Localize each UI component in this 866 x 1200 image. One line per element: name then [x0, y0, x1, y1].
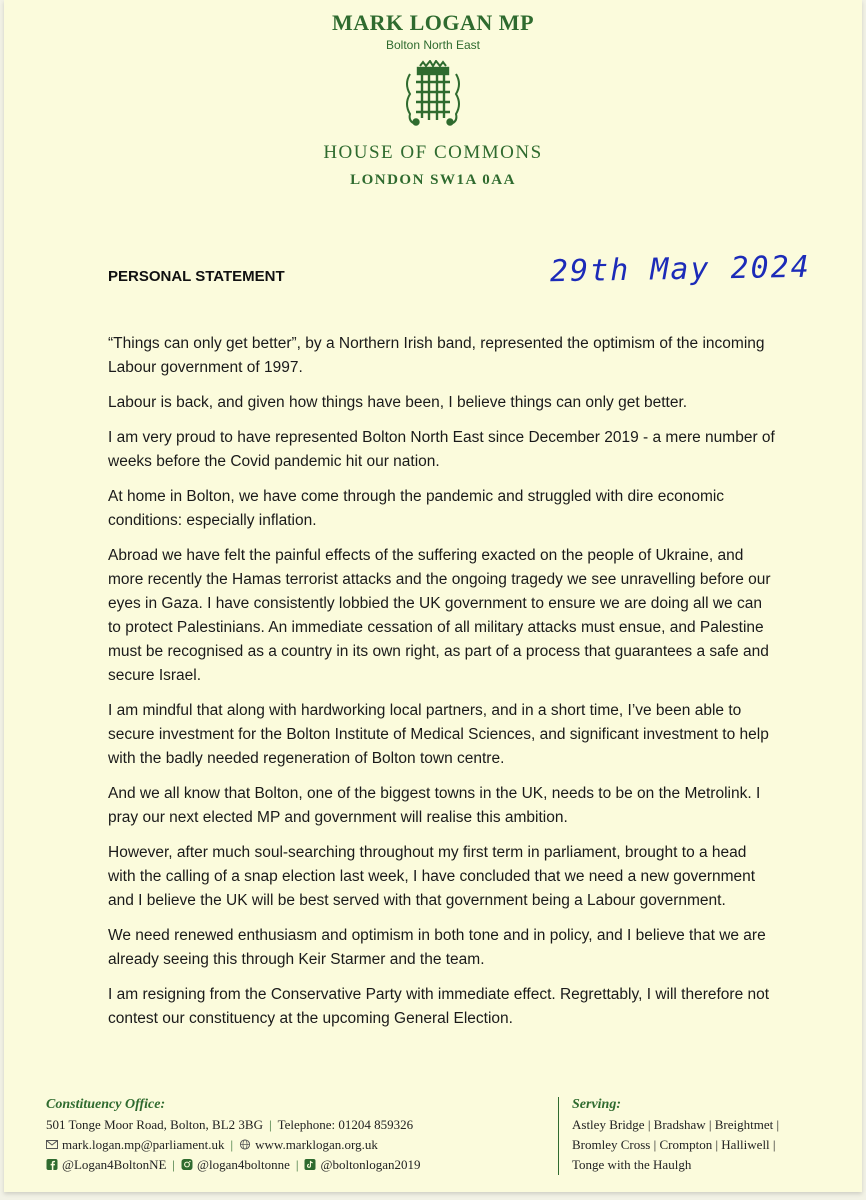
facebook-handle[interactable]: @Logan4BoltonNE: [62, 1157, 167, 1172]
constituency-name: Bolton North East: [385, 38, 481, 52]
paragraph: Labour is back, and given how things have been, I believe things can only get better.: [108, 394, 688, 411]
globe-icon: [239, 1139, 251, 1150]
paragraph: I am mindful that along with hardworking local partners, and in a short time, I’ve been able to secure investment for the Bolton Institute of Medical Sciences, and significant investment to help with the badly needed regeneration of Bolton town centre.: [108, 702, 769, 767]
instagram-handle[interactable]: @logan4boltonne: [197, 1157, 290, 1172]
separator: |: [268, 1117, 272, 1132]
serving-areas: [572, 1095, 779, 1175]
paragraph: We need renewed enthusiasm and optimism in both tone and in policy, and I believe that we are already seeing this through Keir Starmer and the team.: [108, 927, 766, 968]
website-link[interactable]: www.marklogan.org.uk: [255, 1137, 378, 1152]
serving-line: Astley Bridge | Bradshaw | Breightmet |: [572, 1117, 780, 1132]
office-address: 501 Tonge Moor Road, Bolton, BL2 3BG: [46, 1117, 263, 1132]
facebook-icon: [46, 1159, 58, 1170]
telephone: Telephone: 01204 859326: [277, 1117, 414, 1132]
separator: |: [172, 1157, 176, 1172]
separator: |: [295, 1157, 299, 1172]
portcullis-icon: [404, 60, 462, 128]
paragraph: I am resigning from the Conservative Party with immediate effect. Regrettably, I will therefore not contest our constituency at the upcoming General Election.: [108, 986, 770, 1027]
separator: |: [230, 1137, 234, 1152]
serving-line: Tonge with the Haulgh: [572, 1157, 692, 1172]
statement-body: [108, 332, 778, 1042]
serving-line: Bromley Cross | Crompton | Halliwell |: [572, 1137, 776, 1152]
paragraph: Abroad we have felt the painful effects of the suffering exacted on the people of Ukraine, and more recently the Hamas terrorist attacks and the ongoing tragedy we see unravelling before our eyes in Gaza. I have consistently lobbied the UK government to ensure we are doing all we can to protect Palestinians. An immediate cessation of all military attacks must ensue, and Palestine must be recognised as a country in its own right, as part of a process that guarantees a safe and secure Israel.: [108, 547, 771, 684]
constituency-office: [46, 1095, 421, 1175]
institution-address: LONDON SW1A 0AA: [350, 172, 516, 188]
tiktok-icon: [304, 1159, 316, 1170]
paragraph: I am very proud to have represented Bolton North East since December 2019 - a mere number of weeks before the Covid pandemic hit our nation.: [108, 429, 775, 470]
institution-name: HOUSE OF COMMONS: [323, 142, 543, 163]
email-link[interactable]: mark.logan.mp@parliament.uk: [62, 1137, 225, 1152]
paragraph: “Things can only get better”, by a Northern Irish band, represented the optimism of the incoming Labour government of 1997.: [108, 335, 765, 376]
paragraph: However, after much soul-searching throughout my first term in parliament, brought to a head with the calling of a snap election last week, I have concluded that we need a new government and I believe the UK will be best served with that government being a Labour government.: [108, 844, 756, 909]
footer-divider: [558, 1097, 559, 1175]
paragraph: And we all know that Bolton, one of the biggest towns in the UK, needs to be on the Metrolink. I pray our next elected MP and government will realise this ambition.: [108, 785, 761, 826]
serving-title: Serving:: [572, 1097, 621, 1112]
instagram-icon: [181, 1159, 193, 1170]
mp-name: MARK LOGAN MP: [331, 10, 535, 35]
letterhead: [4, 10, 862, 189]
email-icon: [46, 1139, 58, 1150]
letter-page: [4, 0, 862, 1192]
tiktok-handle[interactable]: @boltonlogan2019: [320, 1157, 421, 1172]
handwritten-date: 29th May 2024: [549, 249, 812, 290]
office-title: Constituency Office:: [46, 1097, 166, 1112]
statement-title: PERSONAL STATEMENT: [108, 268, 285, 285]
online-contact-line: [46, 1135, 421, 1155]
office-contact-line: [46, 1115, 421, 1135]
paragraph: At home in Bolton, we have come through the pandemic and struggled with dire economic conditions: especially inflation.: [108, 488, 725, 529]
social-line: [46, 1155, 421, 1175]
